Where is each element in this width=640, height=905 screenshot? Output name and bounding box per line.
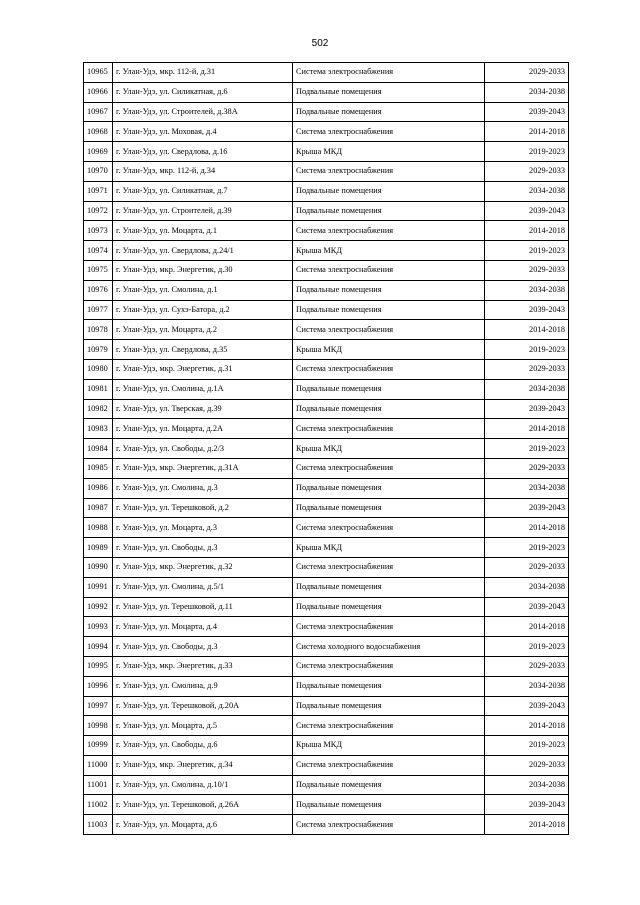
address-cell: г. Улан-Удэ, мкр. 112-й, д.34 [113, 161, 293, 181]
system-cell: Система электроснабжения [293, 755, 485, 775]
row-number-cell: 10980 [84, 359, 113, 379]
system-cell: Крыша МКД [293, 241, 485, 261]
table-row [84, 181, 569, 201]
period-cell: 2019-2023 [485, 439, 569, 459]
table-row [84, 379, 569, 399]
address-cell: г. Улан-Удэ, мкр. Энергетик, д.30 [113, 260, 293, 280]
table-row [84, 241, 569, 261]
system-cell: Крыша МКД [293, 538, 485, 558]
table-row [84, 161, 569, 181]
table-row [84, 82, 569, 102]
table-row [84, 815, 569, 835]
system-cell: Подвальные помещения [293, 201, 485, 221]
period-cell: 2029-2033 [485, 63, 569, 83]
row-number-cell: 10969 [84, 142, 113, 162]
table-row [84, 439, 569, 459]
period-cell: 2014-2018 [485, 419, 569, 439]
address-cell: г. Улан-Удэ, ул. Моцарта, д.2 [113, 320, 293, 340]
table-row [84, 260, 569, 280]
row-number-cell: 10968 [84, 122, 113, 142]
table-row [84, 340, 569, 360]
address-cell: г. Улан-Удэ, ул. Строителей, д.38А [113, 102, 293, 122]
row-number-cell: 10996 [84, 676, 113, 696]
system-cell: Подвальные помещения [293, 775, 485, 795]
system-cell: Система электроснабжения [293, 458, 485, 478]
address-cell: г. Улан-Удэ, ул. Смолина, д.10/1 [113, 775, 293, 795]
table-row [84, 656, 569, 676]
table-row [84, 557, 569, 577]
system-cell: Подвальные помещения [293, 102, 485, 122]
system-cell: Подвальные помещения [293, 181, 485, 201]
address-cell: г. Улан-Удэ, ул. Смолина, д.1А [113, 379, 293, 399]
row-number-cell: 11003 [84, 815, 113, 835]
address-cell: г. Улан-Удэ, ул. Смолина, д.9 [113, 676, 293, 696]
row-number-cell: 10967 [84, 102, 113, 122]
table-row [84, 637, 569, 657]
system-cell: Система электроснабжения [293, 518, 485, 538]
period-cell: 2039-2043 [485, 498, 569, 518]
table-row [84, 359, 569, 379]
system-cell: Подвальные помещения [293, 280, 485, 300]
period-cell: 2014-2018 [485, 815, 569, 835]
period-cell: 2014-2018 [485, 221, 569, 241]
table-row [84, 716, 569, 736]
row-number-cell: 10995 [84, 656, 113, 676]
period-cell: 2019-2023 [485, 142, 569, 162]
table-row [84, 736, 569, 756]
system-cell: Система электроснабжения [293, 656, 485, 676]
table-row [84, 458, 569, 478]
row-number-cell: 10991 [84, 577, 113, 597]
period-cell: 2039-2043 [485, 300, 569, 320]
table-row [84, 696, 569, 716]
row-number-cell: 10982 [84, 399, 113, 419]
address-cell: г. Улан-Удэ, ул. Строителей, д.39 [113, 201, 293, 221]
system-cell: Подвальные помещения [293, 478, 485, 498]
period-cell: 2039-2043 [485, 201, 569, 221]
address-cell: г. Улан-Удэ, мкр. Энергетик, д.34 [113, 755, 293, 775]
system-cell: Система электроснабжения [293, 617, 485, 637]
system-cell: Подвальные помещения [293, 676, 485, 696]
row-number-cell: 10994 [84, 637, 113, 657]
row-number-cell: 10976 [84, 280, 113, 300]
period-cell: 2014-2018 [485, 320, 569, 340]
address-cell: г. Улан-Удэ, ул. Смолина, д.5/1 [113, 577, 293, 597]
period-cell: 2034-2038 [485, 82, 569, 102]
row-number-cell: 10997 [84, 696, 113, 716]
row-number-cell: 10993 [84, 617, 113, 637]
address-cell: г. Улан-Удэ, ул. Моцарта, д.6 [113, 815, 293, 835]
period-cell: 2034-2038 [485, 577, 569, 597]
period-cell: 2019-2023 [485, 538, 569, 558]
registry-table-body [84, 63, 569, 835]
table-row [84, 755, 569, 775]
system-cell: Система электроснабжения [293, 260, 485, 280]
address-cell: г. Улан-Удэ, ул. Моцарта, д.2А [113, 419, 293, 439]
row-number-cell: 10979 [84, 340, 113, 360]
system-cell: Крыша МКД [293, 142, 485, 162]
period-cell: 2014-2018 [485, 518, 569, 538]
row-number-cell: 10966 [84, 82, 113, 102]
address-cell: г. Улан-Удэ, ул. Свердлова, д.35 [113, 340, 293, 360]
address-cell: г. Улан-Удэ, мкр. Энергетик, д.31А [113, 458, 293, 478]
table-row [84, 498, 569, 518]
row-number-cell: 10990 [84, 557, 113, 577]
row-number-cell: 10970 [84, 161, 113, 181]
table-row [84, 142, 569, 162]
period-cell: 2029-2033 [485, 458, 569, 478]
row-number-cell: 10974 [84, 241, 113, 261]
system-cell: Подвальные помещения [293, 300, 485, 320]
address-cell: г. Улан-Удэ, ул. Терешковой, д.20А [113, 696, 293, 716]
row-number-cell: 10985 [84, 458, 113, 478]
period-cell: 2019-2023 [485, 340, 569, 360]
address-cell: г. Улан-Удэ, ул. Свердлова, д.24/1 [113, 241, 293, 261]
system-cell: Система электроснабжения [293, 63, 485, 83]
period-cell: 2034-2038 [485, 478, 569, 498]
period-cell: 2039-2043 [485, 795, 569, 815]
address-cell: г. Улан-Удэ, ул. Смолина, д.1 [113, 280, 293, 300]
system-cell: Система электроснабжения [293, 557, 485, 577]
address-cell: г. Улан-Удэ, ул. Свердлова, д.16 [113, 142, 293, 162]
row-number-cell: 10992 [84, 597, 113, 617]
period-cell: 2019-2023 [485, 241, 569, 261]
table-row [84, 775, 569, 795]
registry-table [83, 62, 569, 835]
system-cell: Система холодного водоснабжения [293, 637, 485, 657]
table-row [84, 399, 569, 419]
system-cell: Система электроснабжения [293, 122, 485, 142]
system-cell: Система электроснабжения [293, 815, 485, 835]
table-row [84, 538, 569, 558]
period-cell: 2029-2033 [485, 161, 569, 181]
system-cell: Подвальные помещения [293, 577, 485, 597]
period-cell: 2039-2043 [485, 102, 569, 122]
address-cell: г. Улан-Удэ, ул. Моцарта, д.1 [113, 221, 293, 241]
period-cell: 2039-2043 [485, 399, 569, 419]
address-cell: г. Улан-Удэ, мкр. 112-й, д.31 [113, 63, 293, 83]
table-row [84, 320, 569, 340]
row-number-cell: 10971 [84, 181, 113, 201]
system-cell: Подвальные помещения [293, 498, 485, 518]
table-row [84, 795, 569, 815]
page-number: 502 [311, 38, 329, 49]
table-row [84, 221, 569, 241]
period-cell: 2029-2033 [485, 260, 569, 280]
table-row [84, 478, 569, 498]
system-cell: Крыша МКД [293, 736, 485, 756]
period-cell: 2014-2018 [485, 716, 569, 736]
address-cell: г. Улан-Удэ, ул. Свободы, д.3 [113, 637, 293, 657]
address-cell: г. Улан-Удэ, ул. Силикатная, д.6 [113, 82, 293, 102]
system-cell: Крыша МКД [293, 439, 485, 459]
period-cell: 2034-2038 [485, 280, 569, 300]
period-cell: 2034-2038 [485, 775, 569, 795]
address-cell: г. Улан-Удэ, ул. Свободы, д.2/3 [113, 439, 293, 459]
system-cell: Подвальные помещения [293, 696, 485, 716]
row-number-cell: 10975 [84, 260, 113, 280]
row-number-cell: 10977 [84, 300, 113, 320]
table-row [84, 676, 569, 696]
table-row [84, 518, 569, 538]
address-cell: г. Улан-Удэ, ул. Свободы, д.6 [113, 736, 293, 756]
period-cell: 2039-2043 [485, 597, 569, 617]
address-cell: г. Улан-Удэ, ул. Моховая, д.4 [113, 122, 293, 142]
table-row [84, 63, 569, 83]
row-number-cell: 10999 [84, 736, 113, 756]
period-cell: 2019-2023 [485, 637, 569, 657]
table-row [84, 102, 569, 122]
address-cell: г. Улан-Удэ, мкр. Энергетик, д.32 [113, 557, 293, 577]
address-cell: г. Улан-Удэ, мкр. Энергетик, д.31 [113, 359, 293, 379]
address-cell: г. Улан-Удэ, ул. Смолина, д.3 [113, 478, 293, 498]
period-cell: 2014-2018 [485, 617, 569, 637]
table-row [84, 280, 569, 300]
address-cell: г. Улан-Удэ, ул. Моцарта, д.3 [113, 518, 293, 538]
system-cell: Система электроснабжения [293, 161, 485, 181]
table-row [84, 597, 569, 617]
table-row [84, 122, 569, 142]
system-cell: Крыша МКД [293, 340, 485, 360]
row-number-cell: 10983 [84, 419, 113, 439]
address-cell: г. Улан-Удэ, ул. Силикатная, д.7 [113, 181, 293, 201]
address-cell: г. Улан-Удэ, ул. Свободы, д.3 [113, 538, 293, 558]
period-cell: 2034-2038 [485, 181, 569, 201]
address-cell: г. Улан-Удэ, ул. Терешковой, д.11 [113, 597, 293, 617]
system-cell: Система электроснабжения [293, 359, 485, 379]
period-cell: 2029-2033 [485, 557, 569, 577]
address-cell: г. Улан-Удэ, ул. Моцарта, д.5 [113, 716, 293, 736]
row-number-cell: 11001 [84, 775, 113, 795]
table-row [84, 577, 569, 597]
row-number-cell: 10984 [84, 439, 113, 459]
row-number-cell: 10987 [84, 498, 113, 518]
address-cell: г. Улан-Удэ, мкр. Энергетик, д.33 [113, 656, 293, 676]
address-cell: г. Улан-Удэ, ул. Сухэ-Батора, д.2 [113, 300, 293, 320]
period-cell: 2019-2023 [485, 736, 569, 756]
address-cell: г. Улан-Удэ, ул. Терешковой, д.2 [113, 498, 293, 518]
row-number-cell: 10998 [84, 716, 113, 736]
system-cell: Подвальные помещения [293, 399, 485, 419]
system-cell: Подвальные помещения [293, 82, 485, 102]
system-cell: Подвальные помещения [293, 597, 485, 617]
address-cell: г. Улан-Удэ, ул. Терешковой, д.26А [113, 795, 293, 815]
table-row [84, 300, 569, 320]
period-cell: 2039-2043 [485, 696, 569, 716]
row-number-cell: 10973 [84, 221, 113, 241]
row-number-cell: 10989 [84, 538, 113, 558]
row-number-cell: 10972 [84, 201, 113, 221]
row-number-cell: 10965 [84, 63, 113, 83]
address-cell: г. Улан-Удэ, ул. Моцарта, д.4 [113, 617, 293, 637]
system-cell: Система электроснабжения [293, 419, 485, 439]
period-cell: 2034-2038 [485, 379, 569, 399]
row-number-cell: 11000 [84, 755, 113, 775]
table-row [84, 617, 569, 637]
row-number-cell: 10988 [84, 518, 113, 538]
period-cell: 2029-2033 [485, 755, 569, 775]
table-row [84, 201, 569, 221]
system-cell: Система электроснабжения [293, 320, 485, 340]
period-cell: 2014-2018 [485, 122, 569, 142]
row-number-cell: 10978 [84, 320, 113, 340]
row-number-cell: 10986 [84, 478, 113, 498]
period-cell: 2029-2033 [485, 656, 569, 676]
system-cell: Система электроснабжения [293, 716, 485, 736]
row-number-cell: 10981 [84, 379, 113, 399]
period-cell: 2034-2038 [485, 676, 569, 696]
address-cell: г. Улан-Удэ, ул. Тверская, д.39 [113, 399, 293, 419]
period-cell: 2029-2033 [485, 359, 569, 379]
row-number-cell: 11002 [84, 795, 113, 815]
system-cell: Система электроснабжения [293, 221, 485, 241]
table-row [84, 419, 569, 439]
system-cell: Подвальные помещения [293, 795, 485, 815]
system-cell: Подвальные помещения [293, 379, 485, 399]
